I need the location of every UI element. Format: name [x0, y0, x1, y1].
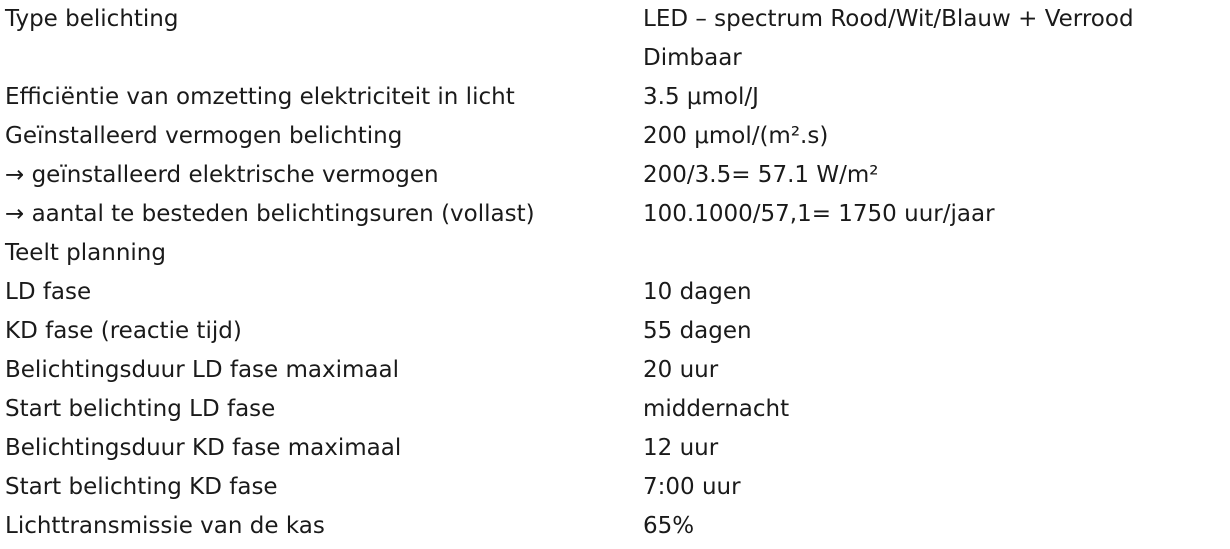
row-belichtingsduur-ld [0, 351, 1230, 390]
row-label: Lichttransmissie van de kas [5, 513, 325, 539]
row-value: 3.5 μmol/J [643, 84, 759, 110]
row-label: → aantal te besteden belichtingsuren (vollast) [5, 201, 535, 227]
row-label: Belichtingsduur LD fase maximaal [5, 357, 399, 383]
row-elektrisch-vermogen [0, 156, 1230, 195]
row-efficientie [0, 78, 1230, 117]
row-type-belichting [0, 0, 1230, 78]
row-label: Start belichting KD fase [5, 474, 278, 500]
row-value: 55 dagen [643, 318, 752, 344]
row-belichtingsuren [0, 195, 1230, 234]
row-value: middernacht [643, 396, 790, 422]
row-value-line: Dimbaar [643, 45, 742, 71]
row-label: Belichtingsduur KD fase maximaal [5, 435, 402, 461]
row-geinstalleerd-vermogen [0, 117, 1230, 156]
row-label: Start belichting LD fase [5, 396, 276, 422]
row-value-line: LED – spectrum Rood/Wit/Blauw + Verrood [643, 6, 1134, 32]
row-value [643, 0, 1230, 78]
row-value: 20 uur [643, 357, 719, 383]
row-label: Efficiëntie van omzetting elektriciteit in licht [5, 84, 515, 110]
row-label: Geïnstalleerd vermogen belichting [5, 123, 403, 149]
row-value: 7:00 uur [643, 474, 741, 500]
row-value: 200/3.5= 57.1 W/m² [643, 162, 879, 188]
row-teelt-planning [0, 234, 1230, 273]
row-label: KD fase (reactie tijd) [5, 318, 242, 344]
row-value: 65% [643, 513, 695, 539]
row-value: 10 dagen [643, 279, 752, 305]
row-kd-fase [0, 312, 1230, 351]
row-start-ld [0, 390, 1230, 429]
row-value: 200 μmol/(m².s) [643, 123, 829, 149]
row-start-kd [0, 468, 1230, 507]
row-lichttransmissie [0, 507, 1230, 546]
row-label: Type belichting [5, 6, 179, 32]
row-value: 100.1000/57,1= 1750 uur/jaar [643, 201, 995, 227]
row-label: Teelt planning [5, 240, 166, 266]
row-ld-fase [0, 273, 1230, 312]
row-belichtingsduur-kd [0, 429, 1230, 468]
row-label: LD fase [5, 279, 92, 305]
row-value: 12 uur [643, 435, 719, 461]
row-label: → geïnstalleerd elektrische vermogen [5, 162, 439, 188]
